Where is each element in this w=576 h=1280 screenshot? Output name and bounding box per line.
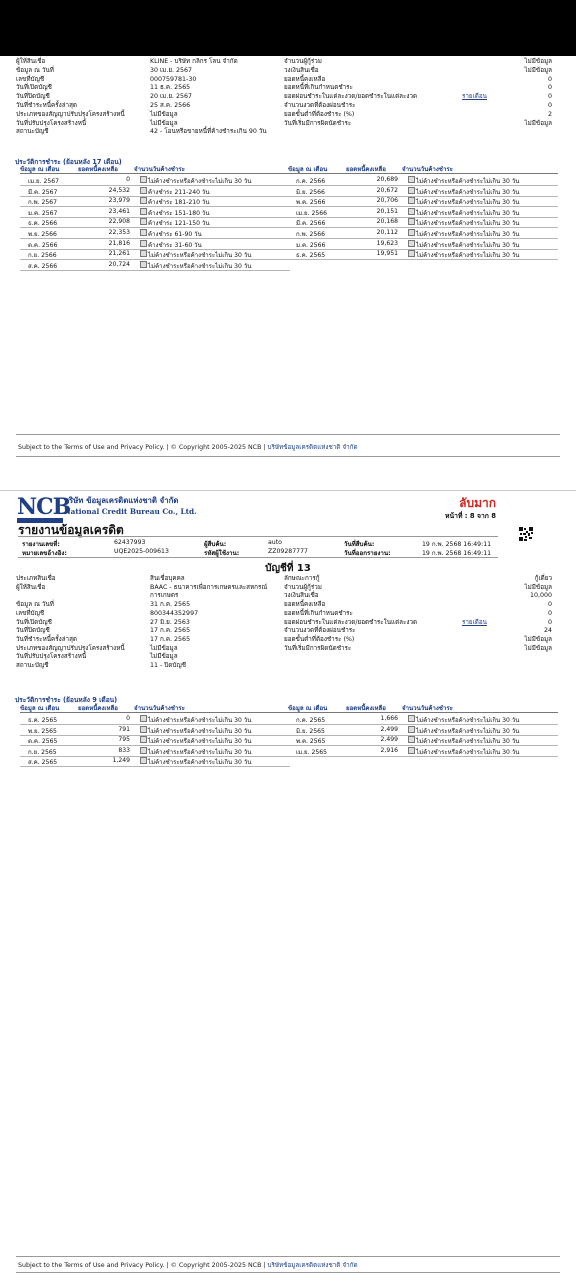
detail-value: 2 (547, 110, 552, 118)
detail-label: จำนวนผู้กู้ร่วม (284, 58, 322, 65)
history-header-status: จำนวนวันค้างชำระ (134, 166, 185, 173)
status-square-icon (408, 240, 415, 247)
history-month: เม.ย. 2565 (296, 748, 327, 756)
status-square-icon (408, 187, 415, 194)
inquiry-date-label: วันที่สืบค้น: (344, 541, 375, 548)
status-square-icon (140, 229, 147, 236)
detail-value-continued: การเกษตร (150, 592, 179, 600)
status-square-icon (408, 176, 415, 183)
history-balance: 2,916 (380, 746, 398, 754)
footer-divider (16, 1256, 560, 1257)
history-balance: 21,816 (108, 239, 130, 247)
history-month: ก.ย. 2565 (28, 748, 57, 756)
company-name-english: National Credit Bureau Co., Ltd. (64, 507, 197, 516)
status-square-icon (140, 176, 147, 183)
table-row (288, 249, 558, 260)
detail-label: จำนวนงวดที่ต้องผ่อนชำระ (284, 102, 356, 109)
history-balance: 1,249 (112, 757, 130, 765)
history-month: ต.ค. 2565 (28, 738, 58, 746)
status-square-icon (140, 757, 147, 764)
history-balance: 791 (118, 725, 130, 733)
history-header-row (288, 164, 558, 174)
detail-value: 0 (547, 102, 552, 109)
detail-value: 11 ธ.ค. 2565 (150, 84, 191, 92)
payment-history-title: ประวัติการชำระ (ย้อนหลัง 17 เดือน) (15, 158, 122, 166)
account-title: บัญชีที่ 13 (265, 563, 311, 574)
detail-label: เลขที่บัญชี (16, 609, 45, 617)
detail-value: 30 เม.ย. 2567 (150, 66, 193, 74)
detail-label: ยอดผ่อนชำระในแต่ละงวด/ยอดชำระในแต่ละงวด (284, 93, 418, 101)
detail-label: ข้อมูล ณ วันที่ (16, 601, 54, 609)
report-page-7 (0, 56, 576, 460)
detail-label: ยอดหนี้คงเหลือ (284, 75, 326, 83)
report-number: 62437993 (114, 539, 146, 546)
history-status: ค้างชำระ 181-210 วัน (148, 199, 210, 207)
report-number-label: รายงานเลขที่: (22, 541, 60, 548)
history-balance: 2,499 (380, 736, 398, 744)
detail-label: สถานะบัญชี (16, 128, 49, 136)
inquiry-date: 19 ก.พ. 2568 16:49:11 (422, 541, 492, 548)
history-balance: 22,908 (108, 218, 130, 226)
history-status: ค้างชำระ 151-180 วัน (148, 209, 210, 217)
detail-value: 20 เม.ย. 2567 (150, 93, 193, 101)
history-status: ค้างชำระ 211-240 วัน (148, 188, 210, 196)
history-header-row (20, 703, 290, 713)
history-header-balance: ยอดหนี้คงเหลือ (78, 166, 118, 173)
detail-label: ประเภทสินเชื่อ (16, 575, 56, 582)
requester-label: ผู้สืบค้น: (204, 541, 227, 548)
history-month: ก.พ. 2567 (28, 199, 58, 207)
history-header-status: จำนวนวันค้างชำระ (402, 166, 453, 173)
user-id-label: รหัสผู้ใช้งาน: (204, 550, 240, 557)
detail-value: สินเชื่อบุคคล (150, 575, 185, 582)
history-balance: 20,168 (376, 218, 398, 226)
history-month: ธ.ค. 2565 (296, 252, 326, 260)
history-header-row (20, 164, 290, 174)
status-square-icon (408, 208, 415, 215)
detail-value: 17 ก.ค. 2565 (150, 635, 191, 643)
detail-label: ประเภทของสัญญาปรับปรุงโครงสร้างหนี้ (16, 644, 125, 652)
table-row (288, 714, 558, 725)
detail-value: ไม่มีข้อมูล (524, 644, 552, 652)
confidential-label: ลับมาก (459, 496, 496, 510)
status-square-icon (140, 197, 147, 204)
detail-value: ไม่มีข้อมูล (524, 583, 552, 591)
reference-label: หมายเลขอ้างอิง: (22, 550, 67, 557)
detail-label: วงเงินสินเชื่อ (284, 66, 319, 74)
qr-code-icon (519, 527, 533, 541)
detail-value: 0 (547, 609, 552, 617)
history-balance: 1,666 (380, 715, 398, 722)
history-balance: 20,706 (376, 197, 398, 205)
table-row (288, 196, 558, 207)
table-row (288, 186, 558, 197)
status-square-icon (408, 747, 415, 754)
history-header-month: ข้อมูล ณ เดือน (20, 705, 60, 712)
history-balance: 833 (118, 746, 130, 754)
detail-label: ยอดขั้นต่ำที่ต้องชำระ (%) (284, 110, 355, 118)
detail-label-link-wrap (460, 94, 487, 100)
table-row (288, 207, 558, 218)
detail-value: ไม่มีข้อมูล (150, 653, 178, 661)
footer (18, 1260, 358, 1270)
history-month: ส.ค. 2565 (28, 759, 58, 767)
ncb-logo-text: NCB (17, 494, 71, 520)
detail-label-link[interactable]: รายเดือน (462, 93, 487, 101)
reference-number: UQE2025-009613 (114, 548, 169, 555)
history-status: ค้างชำระ 61-90 วัน (148, 231, 202, 238)
issue-date: 19 ก.พ. 2568 16:49:11 (422, 550, 492, 557)
status-square-icon (408, 229, 415, 236)
footer-ncb-link[interactable]: บริษัทข้อมูลเครดิตแห่งชาติ จำกัด (267, 1262, 358, 1269)
status-square-icon (140, 747, 147, 754)
detail-value: 11 - ปิดบัญชี (150, 662, 187, 669)
history-balance: 23,461 (108, 207, 130, 215)
status-square-icon (140, 250, 147, 257)
history-status: ไม่ค้างชำระหรือค้างชำระไม่เกิน 30 วัน (416, 220, 520, 228)
detail-label: ผู้ให้สินเชื่อ (16, 583, 46, 591)
table-row (288, 725, 558, 736)
history-balance: 19,951 (376, 250, 398, 258)
history-status: ไม่ค้างชำระหรือค้างชำระไม่เกิน 30 วัน (148, 748, 252, 756)
history-balance: 0 (126, 176, 130, 183)
detail-label: วันที่เปิดบัญชี (16, 618, 52, 626)
status-square-icon (140, 240, 147, 247)
detail-value: 24 (543, 627, 552, 635)
detail-value: 0 (547, 601, 552, 609)
history-month: ก.พ. 2566 (296, 231, 326, 238)
history-month: พ.ค. 2565 (296, 738, 326, 746)
history-month: ส.ค. 2566 (28, 262, 58, 270)
detail-label: ยอดผ่อนชำระในแต่ละงวด/ยอดชำระในแต่ละงวด (284, 618, 418, 626)
detail-label: วันที่ปิดบัญชี (16, 627, 50, 635)
detail-value: ไม่มีข้อมูล (524, 119, 552, 127)
status-square-icon (408, 726, 415, 733)
status-square-icon (408, 218, 415, 225)
history-month: ก.ย. 2566 (28, 252, 57, 260)
detail-value: 42 - โอนหรือขายหนี้ที่ค้างชำระเกิน 90 วัน (150, 128, 267, 136)
detail-label: วันที่เปิดบัญชี (16, 84, 52, 92)
table-row (20, 207, 290, 218)
history-header-month: ข้อมูล ณ เดือน (288, 705, 328, 712)
history-month: ธ.ค. 2565 (28, 717, 58, 724)
status-square-icon (140, 261, 147, 268)
footer-ncb-link[interactable]: บริษัทข้อมูลเครดิตแห่งชาติ จำกัด (267, 444, 358, 451)
history-balance: 20,112 (376, 229, 398, 236)
history-month: ก.ค. 2566 (296, 178, 326, 185)
footer-text: Subject to the Terms of Use and Privacy Policy. | © Copyright 2005-2025 NCB | (18, 1262, 268, 1269)
detail-value: ไม่มีข้อมูล (524, 66, 552, 74)
footer (18, 442, 358, 452)
history-balance: 20,724 (108, 260, 130, 268)
detail-label: วันที่ชำระหนี้ครั้งล่าสุด (16, 102, 78, 109)
status-square-icon (140, 715, 147, 722)
detail-value: ไม่มีข้อมูล (150, 110, 178, 118)
detail-value: ไม่มีข้อมูล (524, 58, 552, 65)
detail-label: ผู้ให้สินเชื่อ (16, 58, 46, 65)
detail-label: ยอดหนี้ที่เกินกำหนดชำระ (284, 84, 353, 92)
history-status: ไม่ค้างชำระหรือค้างชำระไม่เกิน 30 วัน (148, 178, 252, 185)
page-number: หน้าที่ : 8 จาก 8 (445, 512, 496, 520)
status-square-icon (140, 218, 147, 225)
table-row (288, 217, 558, 228)
detail-label: วันที่เริ่มมีการผิดนัดชำระ (284, 119, 352, 127)
detail-value: 0 (547, 75, 552, 83)
detail-value: 000759781-30 (150, 75, 197, 83)
history-status: ไม่ค้างชำระหรือค้างชำระไม่เกิน 30 วัน (148, 727, 252, 735)
history-month: มิ.ย. 2566 (296, 188, 325, 196)
history-balance: 20,689 (376, 176, 398, 183)
detail-value: ไม่มีข้อมูล (150, 644, 178, 652)
history-status: ค้างชำระ 31-60 วัน (148, 241, 202, 249)
history-status: ไม่ค้างชำระหรือค้างชำระไม่เกิน 30 วัน (416, 178, 520, 185)
history-balance: 23,979 (108, 197, 130, 205)
table-row (20, 260, 290, 271)
history-status: ไม่ค้างชำระหรือค้างชำระไม่เกิน 30 วัน (416, 199, 520, 207)
detail-value: 17 ก.ค. 2565 (150, 627, 191, 635)
footer-divider-bottom (16, 1272, 560, 1273)
history-header-row (288, 703, 558, 713)
detail-value: 0 (547, 93, 552, 101)
history-status: ไม่ค้างชำระหรือค้างชำระไม่เกิน 30 วัน (148, 262, 252, 270)
history-status: ไม่ค้างชำระหรือค้างชำระไม่เกิน 30 วัน (416, 738, 520, 746)
report-page-8 (0, 462, 576, 1280)
page-top-divider (0, 490, 576, 491)
status-square-icon (408, 250, 415, 257)
detail-label: เลขที่บัญชี (16, 75, 45, 83)
detail-value: 31 ก.ค. 2565 (150, 601, 191, 609)
footer-divider-bottom (16, 456, 560, 457)
user-id: ZZ09287777 (268, 548, 308, 555)
requester: auto (268, 539, 282, 546)
detail-value: 27 มิ.ย. 2563 (150, 618, 190, 626)
table-row (20, 714, 290, 725)
history-balance: 22,353 (108, 229, 130, 236)
detail-value: 10,000 (529, 592, 552, 600)
detail-label: จำนวนงวดที่ต้องผ่อนชำระ (284, 627, 356, 635)
history-header-month: ข้อมูล ณ เดือน (288, 166, 328, 173)
detail-label: จำนวนผู้กู้ร่วม (284, 583, 322, 591)
table-row (20, 756, 290, 767)
history-balance: 20,151 (376, 207, 398, 215)
history-status: ไม่ค้างชำระหรือค้างชำระไม่เกิน 30 วัน (416, 252, 520, 260)
history-status: ไม่ค้างชำระหรือค้างชำระไม่เกิน 30 วัน (148, 759, 252, 767)
detail-value: ไม่มีข้อมูล (524, 635, 552, 643)
history-month: มิ.ย. 2565 (296, 727, 325, 735)
detail-label: ยอดหนี้คงเหลือ (284, 601, 326, 609)
detail-label: ประเภทของสัญญาปรับปรุงโครงสร้างหนี้ (16, 110, 125, 118)
footer-divider (16, 434, 560, 435)
table-row (20, 746, 290, 757)
history-status: ค้างชำระ 121-150 วัน (148, 220, 210, 228)
company-name-thai: บริษัท ข้อมูลเครดิตแห่งชาติ จำกัด (64, 496, 179, 505)
detail-label: ยอดหนี้ที่เกินกำหนดชำระ (284, 609, 353, 617)
history-month: พ.ย. 2565 (28, 727, 57, 735)
detail-value: 0 (547, 618, 552, 626)
status-square-icon (140, 726, 147, 733)
detail-label: วันที่เริ่มมีการผิดนัดชำระ (284, 644, 352, 652)
table-row (20, 217, 290, 228)
detail-label-link-wrap (460, 620, 487, 626)
history-status: ไม่ค้างชำระหรือค้างชำระไม่เกิน 30 วัน (416, 717, 520, 724)
history-status: ไม่ค้างชำระหรือค้างชำระไม่เกิน 30 วัน (416, 188, 520, 196)
status-square-icon (140, 736, 147, 743)
history-month: ธ.ค. 2566 (28, 220, 58, 228)
detail-value: ไม่มีข้อมูล (150, 119, 178, 127)
status-square-icon (408, 736, 415, 743)
footer-text: Subject to the Terms of Use and Privacy Policy. | © Copyright 2005-2025 NCB | (18, 444, 268, 451)
history-status: ไม่ค้างชำระหรือค้างชำระไม่เกิน 30 วัน (416, 241, 520, 249)
top-black-bar (0, 0, 576, 56)
history-status: ไม่ค้างชำระหรือค้างชำระไม่เกิน 30 วัน (416, 748, 520, 756)
history-header-balance: ยอดหนี้คงเหลือ (78, 705, 118, 712)
table-row (20, 725, 290, 736)
table-row (20, 196, 290, 207)
issue-date-label: วันที่ออกรายงาน: (344, 550, 391, 557)
history-balance: 795 (118, 736, 130, 744)
history-month: ก.ค. 2565 (296, 717, 326, 724)
history-month: พ.ย. 2566 (28, 231, 57, 238)
detail-label: ยอดขั้นต่ำที่ต้องชำระ (%) (284, 635, 355, 643)
detail-label: ลักษณะการกู้ (284, 575, 320, 582)
report-header-box (18, 536, 498, 558)
history-balance: 2,499 (380, 725, 398, 733)
history-balance: 21,261 (108, 250, 130, 258)
table-row (288, 175, 558, 186)
detail-label: ข้อมูล ณ วันที่ (16, 66, 54, 74)
history-header-balance: ยอดหนี้คงเหลือ (346, 705, 386, 712)
table-row (20, 239, 290, 250)
detail-value: 0 (547, 84, 552, 92)
table-row (288, 735, 558, 746)
history-status: ไม่ค้างชำระหรือค้างชำระไม่เกิน 30 วัน (416, 209, 520, 217)
history-balance: 19,623 (376, 239, 398, 247)
history-month: ม.ค. 2566 (296, 241, 326, 249)
history-header-month: ข้อมูล ณ เดือน (20, 166, 60, 173)
history-header-status: จำนวนวันค้างชำระ (134, 705, 185, 712)
history-header-balance: ยอดหนี้คงเหลือ (346, 166, 386, 173)
history-status: ไม่ค้างชำระหรือค้างชำระไม่เกิน 30 วัน (416, 727, 520, 735)
history-status: ไม่ค้างชำระหรือค้างชำระไม่เกิน 30 วัน (148, 252, 252, 260)
detail-value: 25 ส.ค. 2566 (150, 102, 191, 109)
detail-value: กู้เดี่ยว (534, 575, 552, 582)
history-status: ไม่ค้างชำระหรือค้างชำระไม่เกิน 30 วัน (148, 717, 252, 724)
detail-label: วันที่ปรับปรุงโครงสร้างหนี้ (16, 653, 87, 661)
ncb-logo (17, 494, 70, 523)
table-row (20, 735, 290, 746)
table-row (20, 186, 290, 197)
status-square-icon (408, 715, 415, 722)
history-status: ไม่ค้างชำระหรือค้างชำระไม่เกิน 30 วัน (416, 231, 520, 238)
status-square-icon (140, 208, 147, 215)
report-title: รายงานข้อมูลเครดิต (18, 523, 124, 537)
history-month: เม.ย. 2567 (28, 178, 59, 185)
history-month: มี.ค. 2567 (28, 188, 58, 196)
detail-value: KLINE - บริษัท กลิกร โลน จำกัด (150, 58, 238, 65)
history-month: ต.ค. 2566 (28, 241, 58, 249)
status-square-icon (140, 187, 147, 194)
history-balance: 0 (126, 715, 130, 722)
history-header-status: จำนวนวันค้างชำระ (402, 705, 453, 712)
payment-history-title: ประวัติการชำระ (ย้อนหลัง 9 เดือน) (15, 696, 118, 704)
history-month: มี.ค. 2566 (296, 220, 326, 228)
table-row (288, 228, 558, 239)
detail-value: 800344352997 (150, 609, 199, 617)
table-row (20, 175, 290, 186)
table-row (288, 239, 558, 250)
history-status: ไม่ค้างชำระหรือค้างชำระไม่เกิน 30 วัน (148, 738, 252, 746)
history-month: เม.ย. 2566 (296, 209, 327, 217)
history-balance: 20,672 (376, 186, 398, 194)
detail-value: BAAC - ธนาคารเพื่อการเกษตรและสหกรณ์ (150, 583, 268, 591)
detail-label: สถานะบัญชี (16, 662, 49, 669)
table-row (20, 228, 290, 239)
detail-label: วันที่ชำระหนี้ครั้งล่าสุด (16, 635, 78, 643)
detail-label: วันที่ปรับปรุงโครงสร้างหนี้ (16, 119, 87, 127)
detail-label: วันที่ปิดบัญชี (16, 93, 50, 101)
table-row (288, 746, 558, 757)
status-square-icon (408, 197, 415, 204)
detail-label: วงเงินสินเชื่อ (284, 592, 319, 600)
history-month: พ.ค. 2566 (296, 199, 326, 207)
history-month: ม.ค. 2567 (28, 209, 58, 217)
detail-label-link[interactable]: รายเดือน (462, 618, 487, 626)
table-row (20, 249, 290, 260)
history-balance: 24,532 (108, 186, 130, 194)
